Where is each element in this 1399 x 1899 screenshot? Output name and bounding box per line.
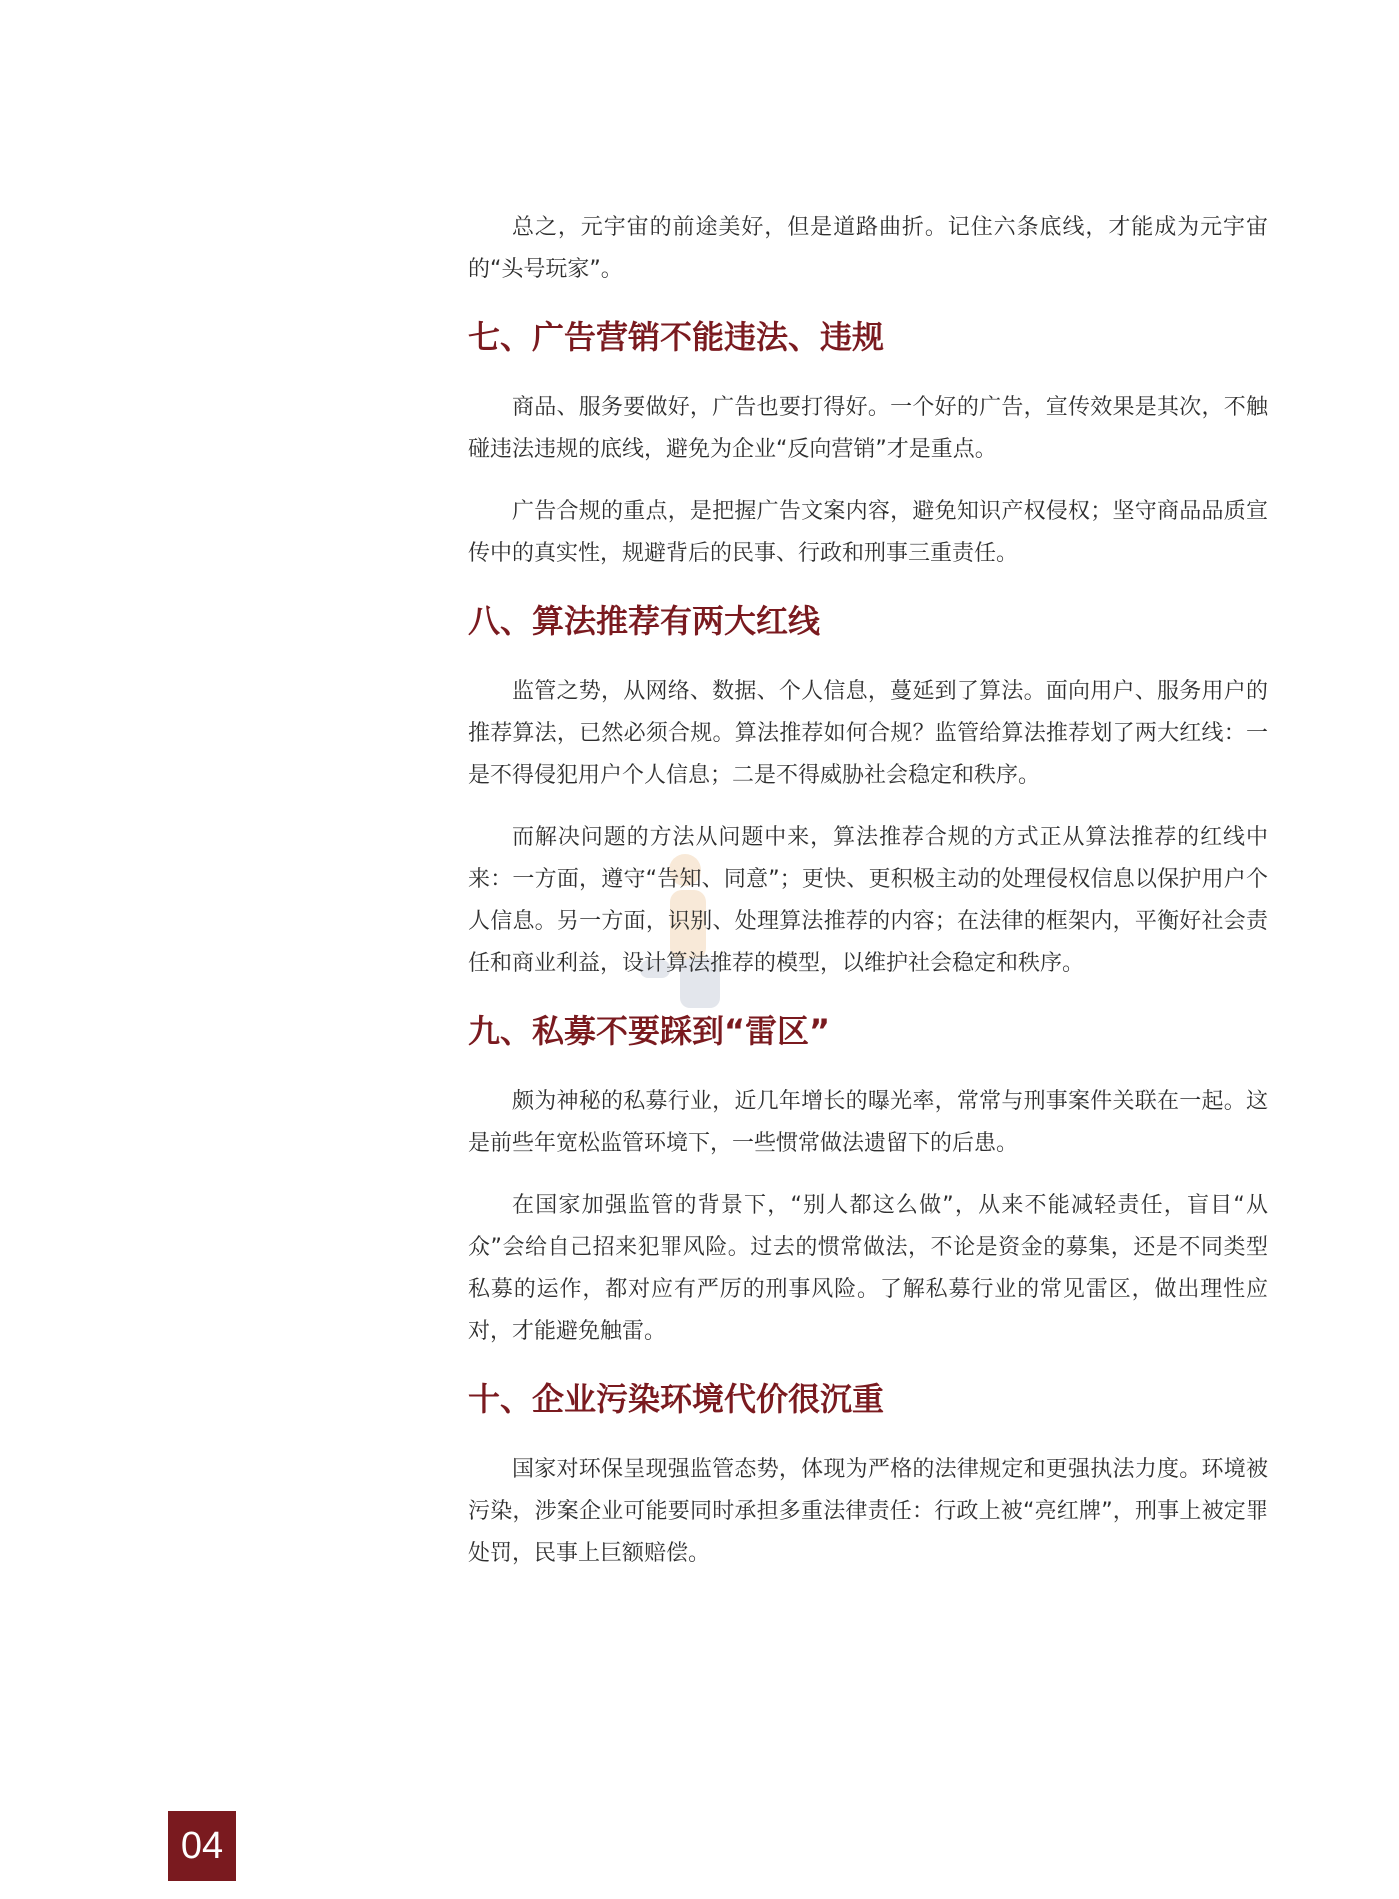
paragraph: 在国家加强监管的背景下，“别人都这么做”，从来不能减轻责任，盲目“从众”会给自己招来犯罪风险。过去的惯常做法，不论是资金的募集，还是不同类型私募的运作，都对应有严厉的刑事风险。了解私募行业的常见雷区，做出理性应对，才能避免触雷。 (468, 1193, 1268, 1344)
page-number-badge: 04 (168, 1811, 236, 1881)
section-7 (468, 315, 1268, 575)
section-heading: 十、企业污染环境代价很沉重 (468, 1380, 885, 1418)
paragraph: 监管之势，从网络、数据、个人信息，蔓延到了算法。面向用户、服务用户的推荐算法，已然必须合规。算法推荐如何合规？监管给算法推荐划了两大红线：一是不得侵犯用户个人信息；二是不得威胁社会稳定和秩序。 (468, 679, 1268, 788)
paragraph: 而解决问题的方法从问题中来，算法推荐合规的方式正从算法推荐的红线中来：一方面，遵守“告知、同意”；更快、更积极主动的处理侵权信息以保护用户个人信息。另一方面，识别、处理算法推荐的内容；在法律的框架内，平衡好社会责任和商业利益，设计算法推荐的模型，以维护社会稳定和秩序。 (468, 825, 1268, 976)
section-8 (468, 599, 1268, 985)
section-9 (468, 1009, 1268, 1353)
section-heading: 七、广告营销不能违法、违规 (468, 318, 885, 356)
paragraph: 商品、服务要做好，广告也要打得好。一个好的广告，宣传效果是其次，不触碰违法违规的底线，避免为企业“反向营销”才是重点。 (468, 395, 1268, 462)
paragraph: 颇为神秘的私募行业，近几年增长的曝光率，常常与刑事案件关联在一起。这是前些年宽松监管环境下，一些惯常做法遗留下的后患。 (468, 1089, 1268, 1156)
paragraph: 国家对环保呈现强监管态势，体现为严格的法律规定和更强执法力度。环境被污染，涉案企业可能要同时承担多重法律责任：行政上被“亮红牌”，刑事上被定罪处罚，民事上巨额赔偿。 (468, 1457, 1268, 1566)
paragraph: 广告合规的重点，是把握广告文案内容，避免知识产权侵权；坚守商品品质宣传中的真实性，规避背后的民事、行政和刑事三重责任。 (468, 499, 1268, 566)
section-10 (468, 1377, 1268, 1575)
section-heading: 八、算法推荐有两大红线 (468, 602, 821, 640)
article-body (468, 207, 1268, 1595)
intro-paragraph: 总之，元宇宙的前途美好，但是道路曲折。记住六条底线，才能成为元宇宙的“头号玩家”。 (468, 215, 1268, 282)
section-heading: 九、私募不要踩到“雷区” (468, 1012, 831, 1050)
